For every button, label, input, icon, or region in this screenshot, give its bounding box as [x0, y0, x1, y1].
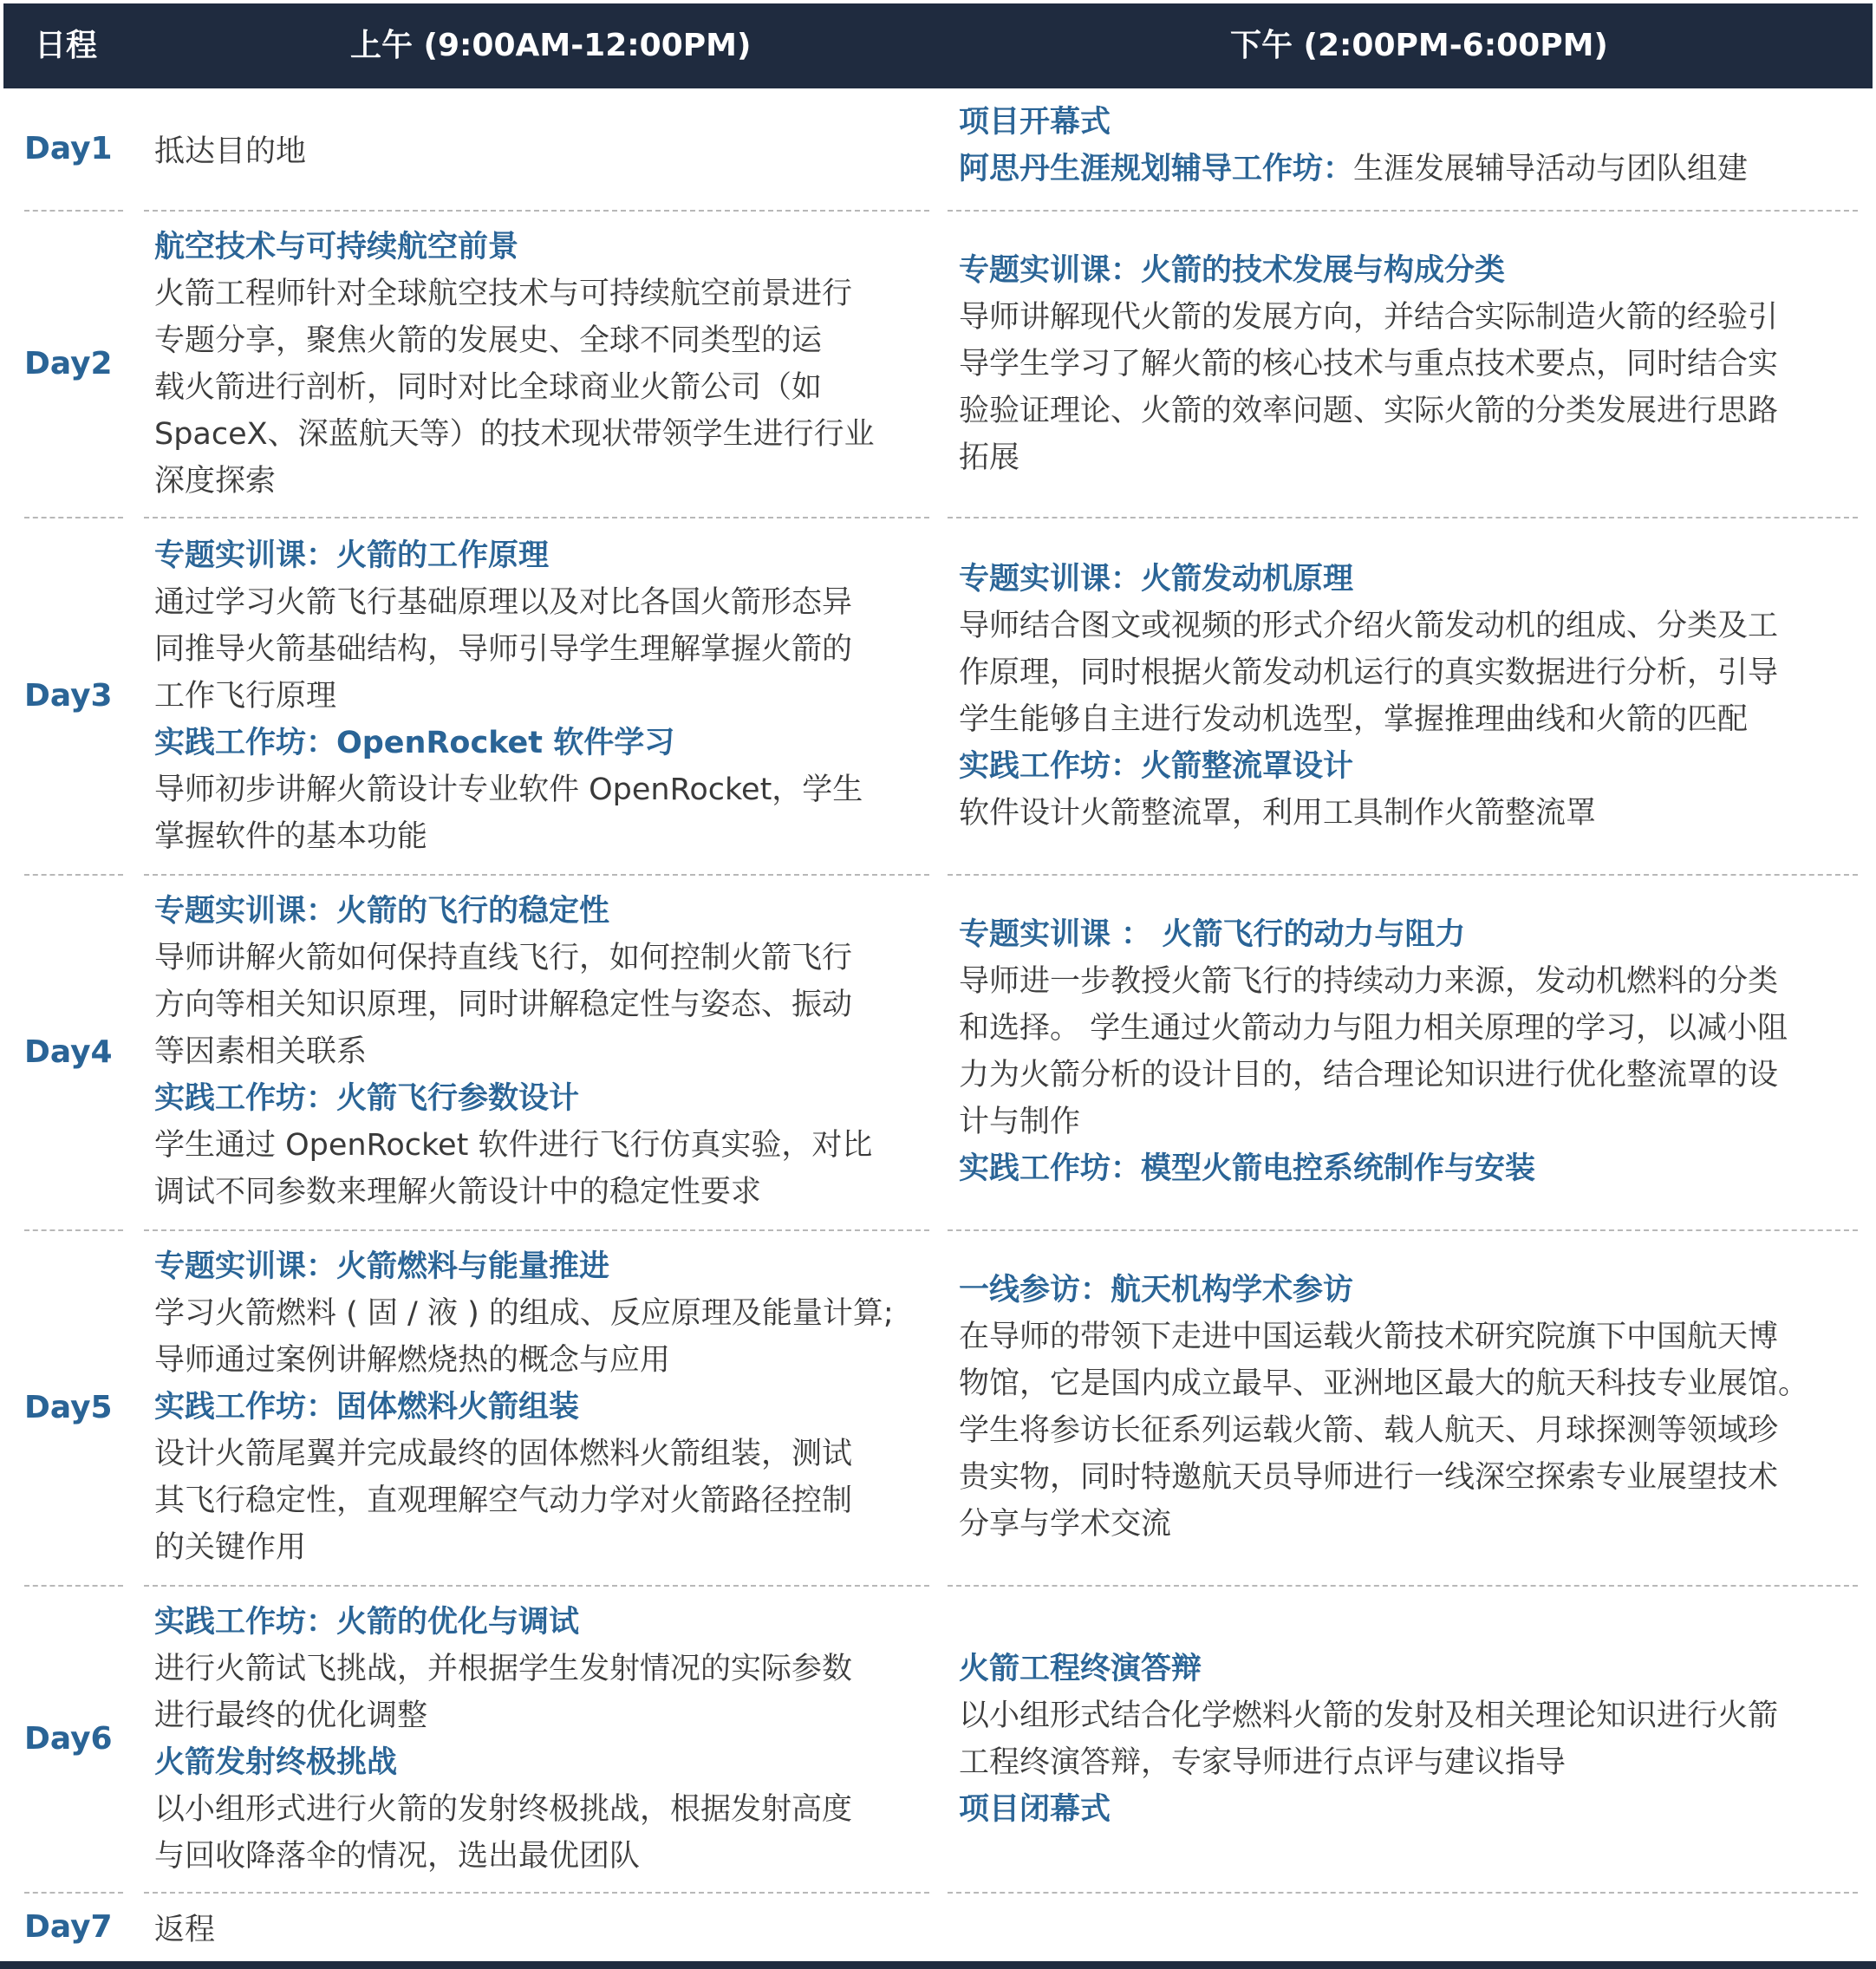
- session-description: [154, 411, 926, 458]
- session-description-text: 学生能够自主进行发动机选型，掌握推理曲线和火箭的匹配: [959, 702, 1749, 737]
- session-description-text: 在导师的带领下走进中国运载火箭技术研究院旗下中国航天博: [959, 1320, 1779, 1354]
- morning-cell: [154, 224, 926, 505]
- session-title-text: 专题实训课：火箭的飞行的稳定性: [154, 894, 610, 929]
- session-description-text: 方向等相关知识原理，同时讲解稳定性与姿态、振动: [154, 988, 853, 1022]
- header-afternoon: 下午 (2:00PM-6:00PM): [1230, 28, 1608, 63]
- session-title: [959, 556, 1852, 603]
- schedule-header: [3, 3, 1873, 88]
- session-description: [959, 1314, 1852, 1360]
- morning-cell: [154, 128, 926, 175]
- schedule-row: [0, 518, 1876, 874]
- session-description-text: 掌握软件的基本功能: [154, 819, 428, 854]
- session-description-text: 导师讲解现代火箭的发展方向，并结合实际制造火箭的经验引: [959, 300, 1779, 335]
- session-title: [959, 146, 1852, 192]
- day-label: Day4: [24, 1034, 113, 1070]
- morning-cell: [154, 1243, 926, 1571]
- session-title: [154, 1739, 926, 1786]
- session-description-text: 学习火箭燃料 ( 固 / 液 ) 的组成、反应原理及能量计算;: [154, 1296, 894, 1331]
- session-title: [154, 1243, 926, 1290]
- session-description-text: 等因素相关联系: [154, 1034, 368, 1069]
- session-description-text: 导师结合图文或视频的形式介绍火箭发动机的组成、分类及工: [959, 609, 1779, 643]
- session-description: [154, 766, 926, 813]
- session-description: [154, 458, 926, 505]
- session-description-text: 其飞行稳定性，直观理解空气动力学对火箭路径控制: [154, 1483, 853, 1518]
- session-title-text: 实践工作坊：模型火箭电控系统制作与安装: [959, 1151, 1536, 1186]
- session-title-text: 专题实训课 ： 火箭飞行的动力与阻力: [959, 917, 1466, 952]
- session-description-text: SpaceX、深蓝航天等）的技术现状带领学生进行行业: [154, 417, 875, 452]
- session-description: [959, 1052, 1852, 1099]
- session-title: [959, 1786, 1852, 1833]
- session-title-text: 火箭工程终演答辩: [959, 1652, 1202, 1686]
- session-title-text: 专题实训课：火箭的工作原理: [154, 538, 550, 573]
- session-description-text: 设计火箭尾翼并完成最终的固体燃料火箭组装，测试: [154, 1437, 853, 1471]
- session-description: [959, 958, 1852, 1005]
- session-description: [959, 1454, 1852, 1501]
- morning-cell: [154, 888, 926, 1216]
- session-title-text: 实践工作坊：OpenRocket 软件学习: [154, 726, 675, 760]
- session-description: [154, 1431, 926, 1477]
- session-description-text: 作原理，同时根据火箭发动机运行的真实数据进行分析，引导: [959, 655, 1779, 690]
- session-description: [154, 813, 926, 860]
- session-title-text: 项目开幕式: [959, 105, 1111, 140]
- afternoon-cell: [959, 911, 1852, 1192]
- session-title: [959, 911, 1852, 958]
- session-description: [959, 696, 1852, 743]
- session-description-text: 工作飞行原理: [154, 679, 337, 714]
- session-description-text: 同推导火箭基础结构，导师引导学生理解掌握火箭的: [154, 632, 853, 667]
- session-description: [959, 1407, 1852, 1454]
- session-title: [959, 99, 1852, 146]
- session-description-text: 通过学习火箭飞行基础原理以及对比各国火箭形态异: [154, 585, 853, 620]
- session-description-text: 导师进一步教授火箭飞行的持续动力来源，发动机燃料的分类: [959, 964, 1779, 999]
- day-label: Day6: [24, 1721, 113, 1757]
- session-description: [959, 341, 1852, 388]
- session-title-text: 火箭发射终极挑战: [154, 1745, 398, 1780]
- session-title: [154, 532, 926, 579]
- session-title: [154, 1384, 926, 1431]
- session-description-text: 以小组形式结合化学燃料火箭的发射及相关理论知识进行火箭: [959, 1698, 1779, 1733]
- session-title: [959, 743, 1852, 790]
- session-description-text: 学生通过 OpenRocket 软件进行飞行仿真实验，对比: [154, 1128, 873, 1163]
- session-title-text: 专题实训课：火箭发动机原理: [959, 562, 1354, 597]
- session-description-text: 贵实物，同时特邀航天员导师进行一线深空探索专业展望技术: [959, 1460, 1779, 1495]
- session-title-text: 实践工作坊：火箭整流罩设计: [959, 749, 1354, 784]
- session-description-text: 导学生学习了解火箭的核心技术与重点技术要点，同时结合实: [959, 347, 1779, 381]
- session-title: [959, 1145, 1852, 1192]
- day-label: Day2: [24, 346, 113, 381]
- afternoon-cell: [959, 556, 1852, 837]
- session-description: [959, 1501, 1852, 1548]
- session-description-text: 验验证理论、火箭的效率问题、实际火箭的分类发展进行思路: [959, 394, 1779, 428]
- bottom-rule: [0, 1961, 1876, 1969]
- session-description-text: 调试不同参数来理解火箭设计中的稳定性要求: [154, 1175, 762, 1209]
- session-title-text: 实践工作坊：火箭的优化与调试: [154, 1605, 580, 1640]
- session-description: [154, 673, 926, 720]
- session-description-text: 载火箭进行剖析，同时对比全球商业火箭公司（如: [154, 370, 823, 405]
- session-description-text: 进行火箭试飞挑战，并根据学生发射情况的实际参数: [154, 1652, 853, 1686]
- session-title-text: 阿思丹生涯规划辅导工作坊：: [959, 152, 1354, 186]
- session-description-text: 的关键作用: [154, 1530, 307, 1565]
- header-morning: 上午 (9:00AM-12:00PM): [350, 28, 752, 63]
- session-description: [154, 1907, 926, 1953]
- schedule-row: [0, 1587, 1876, 1892]
- session-description: [959, 649, 1852, 696]
- day-label: Day1: [24, 131, 113, 166]
- session-description: [154, 579, 926, 626]
- session-description: [154, 128, 926, 175]
- session-description: [154, 1524, 926, 1571]
- session-description: [154, 981, 926, 1028]
- morning-cell: [154, 532, 926, 860]
- session-description-text: 抵达目的地: [154, 134, 307, 169]
- session-description: [959, 434, 1852, 481]
- session-description-text: 物馆，它是国内成立最早、亚洲地区最大的航天科技专业展馆。: [959, 1366, 1809, 1401]
- morning-cell: [154, 1599, 926, 1880]
- session-description: [154, 1833, 926, 1880]
- session-description: [154, 1028, 926, 1075]
- session-description-text: 导师讲解火箭如何保持直线飞行，如何控制火箭飞行: [154, 941, 853, 975]
- session-description: [154, 935, 926, 981]
- session-title-text: 项目闭幕式: [959, 1792, 1111, 1827]
- session-title-text: 专题实训课：火箭的技术发展与构成分类: [959, 253, 1506, 288]
- session-description-text: 计与制作: [959, 1105, 1081, 1139]
- day-label: Day7: [24, 1909, 113, 1945]
- session-description: [154, 271, 926, 317]
- header-day: 日程: [35, 28, 98, 63]
- session-description-text: 和选择。 学生通过火箭动力与阻力相关原理的学习，以减小阻: [959, 1011, 1788, 1046]
- session-description-text: 专题分享，聚焦火箭的发展史、全球不同类型的运: [154, 323, 823, 358]
- schedule-row: [0, 88, 1876, 210]
- session-description-text: 软件设计火箭整流罩，利用工具制作火箭整流罩: [959, 796, 1597, 831]
- day-label: Day5: [24, 1390, 113, 1425]
- morning-cell: [154, 1907, 926, 1953]
- session-description: [959, 294, 1852, 341]
- schedule-row: [0, 1231, 1876, 1585]
- session-description: [959, 1099, 1852, 1145]
- session-description: [959, 1739, 1852, 1786]
- session-description: [154, 1786, 926, 1833]
- session-title: [154, 224, 926, 271]
- schedule-row: [0, 1894, 1876, 1961]
- session-title-text: 一线参访：航天机构学术参访: [959, 1273, 1354, 1307]
- session-description: [154, 1122, 926, 1169]
- session-description-text: 导师初步讲解火箭设计专业软件 OpenRocket，学生: [154, 773, 863, 807]
- session-title: [959, 1646, 1852, 1692]
- session-description: [154, 1290, 926, 1337]
- session-description: [154, 626, 926, 673]
- session-title: [154, 720, 926, 766]
- session-description: [959, 603, 1852, 649]
- schedule-row: [0, 212, 1876, 517]
- session-title-text: 实践工作坊：固体燃料火箭组装: [154, 1390, 580, 1425]
- session-description: [959, 790, 1852, 837]
- session-description: [959, 1692, 1852, 1739]
- session-description: [154, 1477, 926, 1524]
- session-description-text: 与回收降落伞的情况，选出最优团队: [154, 1839, 641, 1874]
- session-description-text: 学生将参访长征系列运载火箭、载人航天、月球探测等领域珍: [959, 1413, 1779, 1448]
- session-description-text: 拓展: [959, 440, 1020, 475]
- session-description-text: 力为火箭分析的设计目的，结合理论知识进行优化整流罩的设: [959, 1058, 1779, 1092]
- session-title: [959, 1267, 1852, 1314]
- session-description: [959, 388, 1852, 434]
- session-description-text: 进行最终的优化调整: [154, 1698, 428, 1733]
- session-description-text: 火箭工程师针对全球航空技术与可持续航空前景进行: [154, 277, 853, 311]
- session-description: [154, 364, 926, 411]
- session-title: [154, 888, 926, 935]
- session-title-detail: 生涯发展辅导活动与团队组建: [1353, 152, 1749, 186]
- session-description: [154, 1169, 926, 1216]
- session-description: [154, 1337, 926, 1384]
- session-description: [959, 1005, 1852, 1052]
- afternoon-cell: [959, 1267, 1852, 1548]
- afternoon-cell: [959, 99, 1852, 192]
- day-label: Day3: [24, 678, 113, 714]
- session-description-text: 工程终演答辩，专家导师进行点评与建议指导: [959, 1745, 1567, 1780]
- session-title: [154, 1599, 926, 1646]
- afternoon-cell: [959, 247, 1852, 481]
- session-description: [154, 1692, 926, 1739]
- afternoon-cell: [959, 1646, 1852, 1833]
- session-description-text: 以小组形式进行火箭的发射终极挑战，根据发射高度: [154, 1792, 853, 1827]
- session-title-text: 航空技术与可持续航空前景: [154, 230, 519, 264]
- session-title: [154, 1075, 926, 1122]
- session-description: [154, 1646, 926, 1692]
- session-description-text: 分享与学术交流: [959, 1507, 1172, 1542]
- session-description: [154, 317, 926, 364]
- schedule-row: [0, 876, 1876, 1229]
- session-description-text: 返程: [154, 1913, 216, 1947]
- session-title: [959, 247, 1852, 294]
- session-description: [959, 1360, 1852, 1407]
- session-title-text: 实践工作坊：火箭飞行参数设计: [154, 1081, 580, 1116]
- session-description-text: 深度探索: [154, 464, 277, 499]
- session-description-text: 导师通过案例讲解燃烧热的概念与应用: [154, 1343, 671, 1378]
- session-title-text: 专题实训课：火箭燃料与能量推进: [154, 1249, 610, 1284]
